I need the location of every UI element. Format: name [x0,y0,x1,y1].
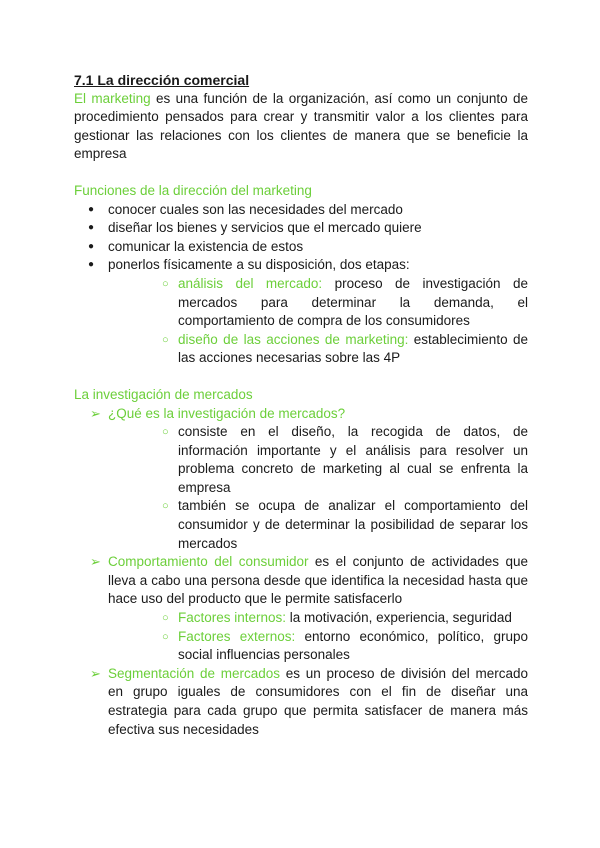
list-item [108,331,528,368]
document-content [74,71,528,739]
etapas-list [108,275,528,368]
factor-text: la motivación, experiencia, seguridad [286,610,512,626]
list-item [108,275,528,331]
comportamiento-term: Comportamiento del consumidor [108,554,309,570]
etapa-text: establecimiento de las acciones necesarias sobre las 4P [178,331,528,366]
list-item [74,553,528,665]
segmentacion-term: Segmentación de mercados [108,665,281,681]
arrow-bullet-icon: ➢ [90,554,101,570]
list-item: ○ también se ocupa de analizar el comportamiento del consumidor y de determinar la posibilidad de separar los mercados [108,497,528,553]
investigacion-heading: La investigación de mercados [74,386,253,402]
etapa-text: proceso de investigación de mercados para determinar la demanda, el comportamiento de compra de los consumidores [178,275,528,329]
intro-text: es una función de la organización, así como un conjunto de procedimiento pensados para crear y transmitir valor a los clientes para gestionar las relaciones con los clientes de manera que se beneficie la empresa [74,90,528,162]
funciones-list [74,201,528,368]
list-item: ○ consiste en el diseño, la recogida de datos, de información importante y el análisis para resolver un problema concreto de marketing al cual se enfrenta la empresa [108,423,528,497]
question-sublist [108,423,528,553]
arrow-bullet-icon: ➢ [90,405,101,421]
question-label: ¿Qué es la investigación de mercados? [108,405,346,421]
list-item [74,405,528,554]
page-title: 7.1 La dirección comercial [74,72,250,88]
list-item: ● conocer cuales son las necesidades del mercado [74,201,528,220]
intro-term: El marketing [74,90,151,106]
arrow-bullet-icon: ➢ [90,665,101,681]
list-item: ● comunicar la existencia de estos [74,238,528,257]
etapa-term: diseño de las acciones de marketing: [178,331,409,347]
list-item: ● diseñar los bienes y servicios que el mercado quiere [74,219,528,238]
factor-term: Factores externos: [178,628,296,644]
list-item [108,609,528,628]
segmentacion-text: es un proceso de división del mercado en grupo iguales de consumidores con el fin de diseñar una estrategia para cada grupo que permita satisfacer de manera más efectiva sus necesidades [108,665,528,737]
comportamiento-text: es el conjunto de actividades que lleva a cabo una persona desde que identifica la necesidad hasta que hace uso del producto que le permite satisfacerlo [108,554,529,607]
factor-text: entorno económico, político, grupo social influencias personales [178,628,528,663]
list-item [74,665,528,739]
factor-term: Factores internos: [178,610,287,626]
intro-paragraph [74,90,528,164]
list-item [108,628,528,665]
investigacion-list [74,405,528,740]
factores-sublist [108,609,528,665]
list-item-text: ponerlos físicamente a su disposición, dos etapas: [108,257,410,273]
funciones-heading: Funciones de la dirección del marketing [74,182,312,198]
etapa-term: análisis del mercado: [178,275,323,291]
list-item [74,256,528,368]
